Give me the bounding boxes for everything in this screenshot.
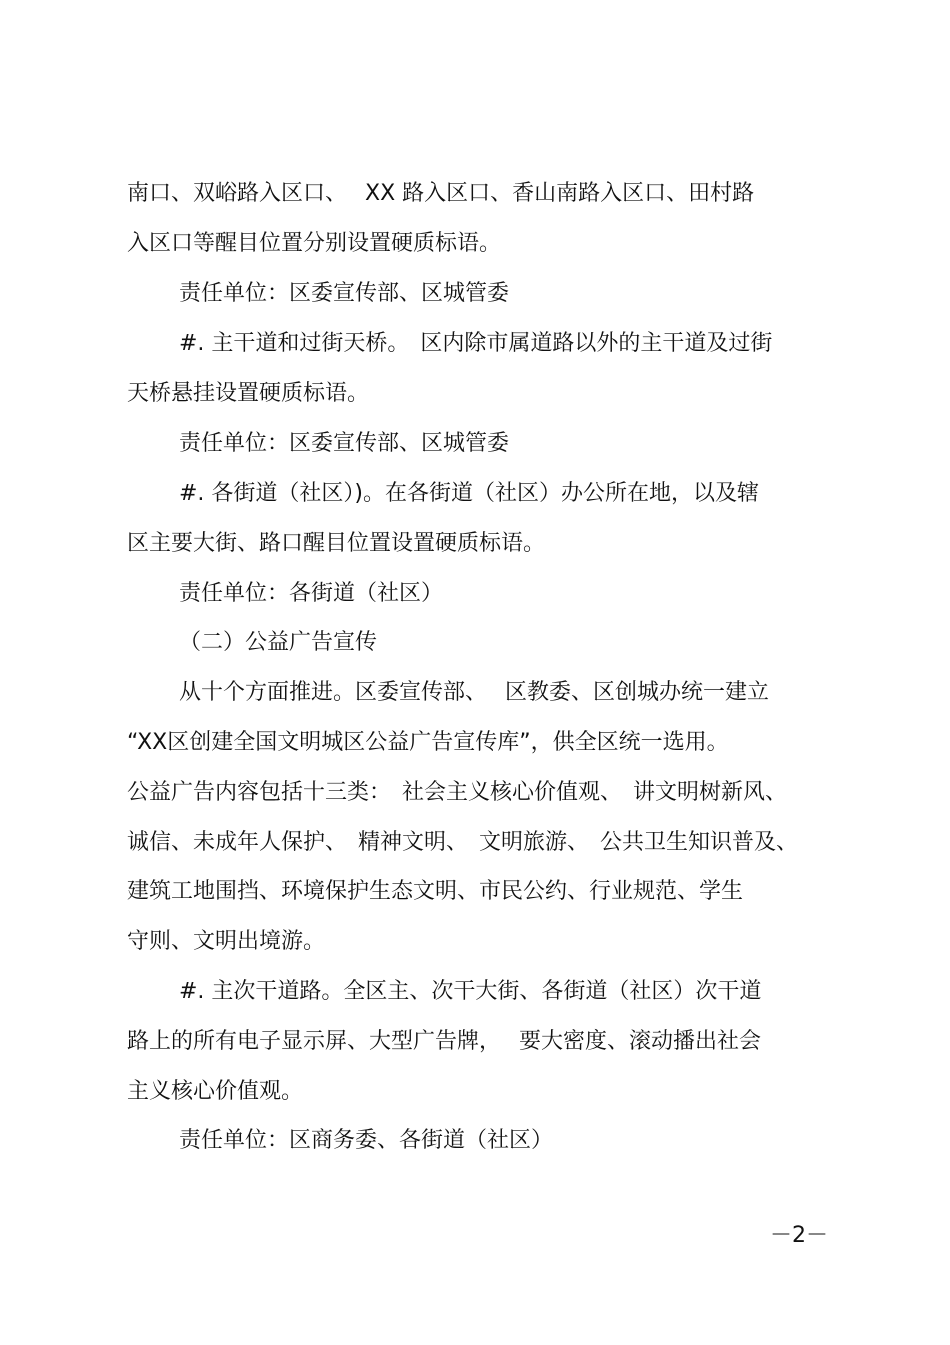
body-line-18: 路上的所有电子显示屏、大型广告牌， 要大密度、滚动播出社会 (127, 1029, 761, 1054)
page-number: －2－ (770, 1223, 828, 1248)
body-line-5: 天桥悬挂设置硬质标语。 (127, 381, 370, 406)
body-line-12: “XX区创建全国文明城区公益广告宣传库”，供全区统一选用。 (127, 730, 729, 755)
body-line-8: 区主要大街、路口醒目位置设置硬质标语。 (127, 531, 546, 556)
body-line-15: 建筑工地围挡、环境保护生态文明、市民公约、行业规范、学生 (127, 879, 744, 904)
body-line-1: 南口、双峪路入区口、 XX 路入区口、香山南路入区口、田村路 (127, 181, 755, 206)
item-heading-streets: #. 各街道（社区）)。在各街道（社区）办公所在地，以及辖 (179, 481, 760, 506)
responsibility-line-2: 责任单位：区委宣传部、区城管委 (179, 431, 510, 456)
responsibility-line-4: 责任单位：区商务委、各街道（社区） (179, 1128, 554, 1153)
item-heading-main-roads: #. 主干道和过街天桥。 区内除市属道路以外的主干道及过街 (179, 331, 773, 356)
item-heading-arterial-roads: #. 主次干道路。全区主、次干大街、各街道（社区）次干道 (179, 979, 762, 1004)
body-line-11: 从十个方面推进。区委宣传部、 区教委、区创城办统一建立 (179, 680, 769, 705)
body-line-19: 主义核心价值观。 (127, 1079, 304, 1104)
responsibility-line-1: 责任单位：区委宣传部、区城管委 (179, 281, 510, 306)
body-line-13: 公益广告内容包括十三类： 社会主义核心价值观、 讲文明树新风、 (127, 780, 788, 805)
body-line-2: 入区口等醒目位置分别设置硬质标语。 (127, 231, 502, 256)
section-heading-public-ads: （二）公益广告宣传 (179, 630, 378, 655)
body-line-14: 诚信、未成年人保护、 精神文明、 文明旅游、 公共卫生知识普及、 (127, 830, 799, 855)
responsibility-line-3: 责任单位：各街道（社区） (179, 581, 444, 606)
body-line-16: 守则、文明出境游。 (127, 929, 326, 954)
